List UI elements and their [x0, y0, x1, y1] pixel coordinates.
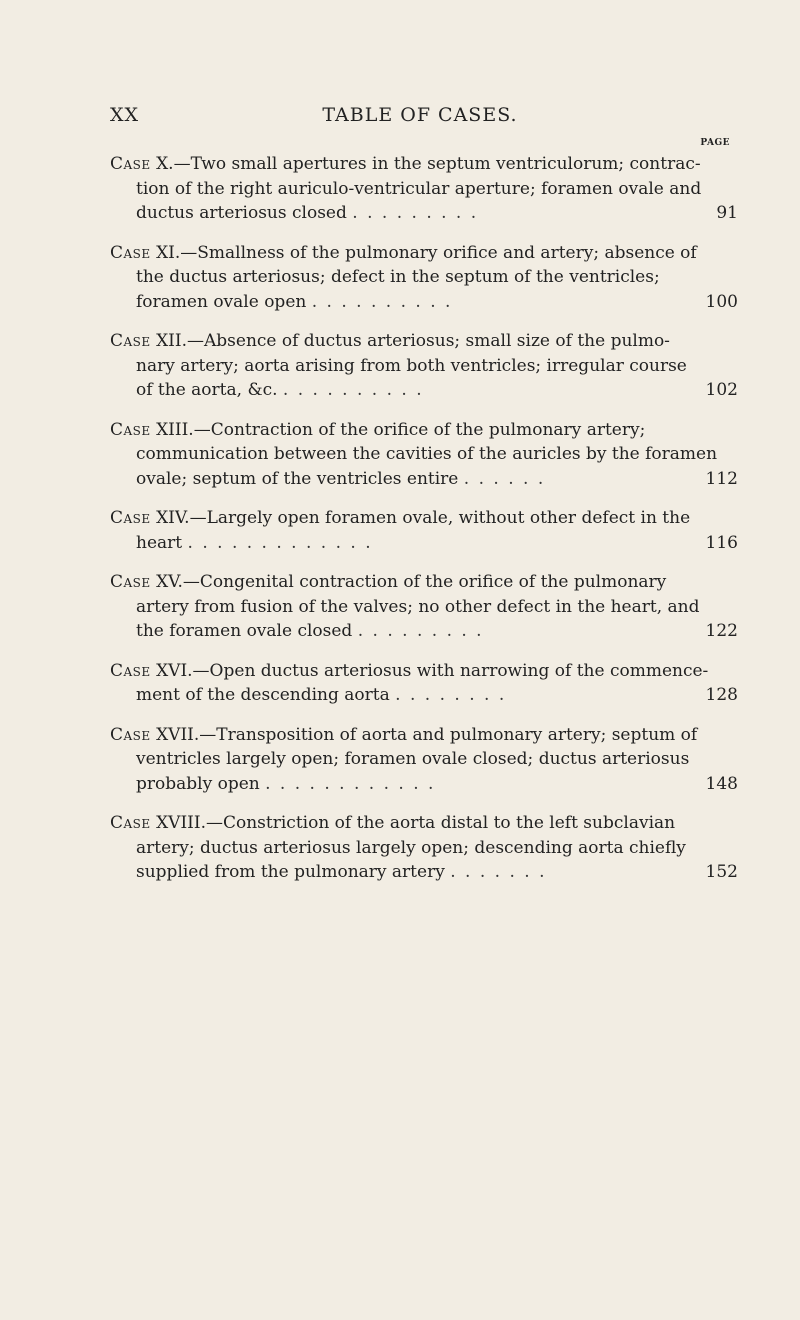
case-entry-line — [110, 329, 738, 354]
case-entry-line — [110, 723, 738, 748]
case-description: foramen ovale open — [136, 291, 307, 312]
case-description: XVIII.—Constriction of the aorta distal to the left subclavian — [156, 813, 676, 833]
case-description: XII.—Absence of ductus arteriosus; small size of the pulmo- — [156, 331, 670, 351]
case-description: XV.—Congenital contraction of the orifice of the pulmonary — [156, 572, 667, 592]
dot-leader: . . . . . . — [463, 468, 546, 489]
case-description: heart — [136, 532, 183, 553]
page-reference: 148 — [705, 773, 738, 794]
case-entry-line — [110, 683, 738, 708]
case-description: XVI.—Open ductus arteriosus with narrowing of the commence- — [156, 660, 709, 681]
case-entry-line — [110, 467, 738, 492]
page-reference: 122 — [705, 621, 738, 641]
case-description: ductus arteriosus closed — [136, 203, 347, 223]
page-column-label: PAGE — [700, 138, 730, 148]
case-description: the ductus arteriosus; defect in the septum of the ventricles; — [136, 267, 660, 287]
case-entry-line — [110, 659, 738, 684]
case-description: probably open — [136, 773, 260, 794]
case-entry-line — [110, 265, 738, 290]
case-entry — [110, 152, 738, 226]
case-label: Case — [110, 508, 151, 528]
case-description: nary artery; aorta arising from both ventricles; irregular course — [136, 355, 687, 376]
case-description: the foramen ovale closed — [136, 621, 353, 641]
page-reference: 91 — [716, 203, 738, 223]
case-entry — [110, 811, 738, 885]
case-entry-line — [110, 152, 738, 177]
case-description: communication between the cavities of the auricles by the foramen — [136, 444, 718, 464]
case-label: Case — [110, 660, 151, 681]
case-entry-line — [110, 595, 738, 620]
dot-leader: . . . . . . . . . . — [282, 380, 424, 400]
dot-leader: . . . . . . . . . . . . — [265, 773, 436, 794]
case-description: XVII.—Transposition of aorta and pulmonary artery; septum of — [156, 724, 698, 745]
case-entry-line — [110, 378, 738, 403]
case-description: ovale; septum of the ventricles entire — [136, 468, 459, 489]
case-description: of the aorta, &c. — [136, 380, 278, 400]
case-entry-line — [110, 619, 738, 644]
case-description: artery from fusion of the valves; no other defect in the heart, and — [136, 596, 700, 617]
page-reference: 102 — [705, 380, 738, 400]
dot-leader: . . . . . . . . . . . . . — [187, 532, 373, 553]
page-reference: 100 — [705, 291, 738, 312]
case-entry — [110, 329, 738, 403]
page-title: TABLE OF CASES. — [322, 104, 518, 126]
page-number: XX — [110, 104, 140, 126]
dot-leader: . . . . . . . — [450, 862, 547, 882]
case-entry-line — [110, 418, 738, 443]
case-entry-line — [110, 201, 738, 226]
dot-leader: . . . . . . . . — [395, 685, 507, 705]
case-label: Case — [110, 154, 151, 174]
case-description: supplied from the pulmonary artery — [136, 862, 445, 882]
case-entry-line — [110, 506, 738, 531]
dot-leader: . . . . . . . . . . — [311, 291, 453, 312]
page-reference: 152 — [705, 862, 738, 882]
case-description: ment of the descending aorta — [136, 685, 390, 705]
case-entry-line — [110, 442, 738, 467]
case-description: XI.—Smallness of the pulmonary orifice and artery; absence of — [156, 242, 697, 263]
case-description: artery; ductus arteriosus largely open; descending aorta chiefly — [136, 837, 686, 858]
case-label: Case — [110, 419, 151, 440]
case-entry-line — [110, 811, 738, 836]
case-entry-line — [110, 860, 738, 885]
case-label: Case — [110, 331, 151, 351]
page-reference: 128 — [705, 685, 738, 705]
case-entry-line — [110, 570, 738, 595]
dot-leader: . . . . . . . . . — [352, 203, 479, 223]
case-entry — [110, 418, 738, 492]
case-entry-line — [110, 772, 738, 797]
dot-leader: . . . . . . . . . — [357, 621, 484, 641]
case-entry — [110, 570, 738, 644]
page-reference: 112 — [705, 468, 738, 489]
case-description: XIII.—Contraction of the orifice of the pulmonary artery; — [156, 419, 646, 440]
case-label: Case — [110, 242, 151, 263]
page-reference: 116 — [705, 532, 738, 553]
case-description: ventricles largely open; foramen ovale closed; ductus arteriosus — [136, 749, 690, 769]
case-entry — [110, 506, 738, 555]
case-entry-line — [110, 531, 738, 556]
case-entry — [110, 241, 738, 315]
case-entry-line — [110, 177, 738, 202]
case-entry-line — [110, 290, 738, 315]
case-entry — [110, 659, 738, 708]
case-label: Case — [110, 813, 151, 833]
case-label: Case — [110, 572, 151, 592]
case-entry-line — [110, 747, 738, 772]
case-description: XIV.—Largely open foramen ovale, without other defect in the — [156, 508, 691, 528]
table-of-cases — [110, 152, 738, 900]
case-entry — [110, 723, 738, 797]
case-entry-line — [110, 836, 738, 861]
case-description: X.—Two small apertures in the septum ventriculorum; contrac- — [156, 154, 701, 174]
page-header — [110, 104, 730, 134]
case-label: Case — [110, 724, 151, 745]
case-entry-line — [110, 241, 738, 266]
case-entry-line — [110, 354, 738, 379]
case-description: tion of the right auriculo-ventricular aperture; foramen ovale and — [136, 178, 702, 199]
